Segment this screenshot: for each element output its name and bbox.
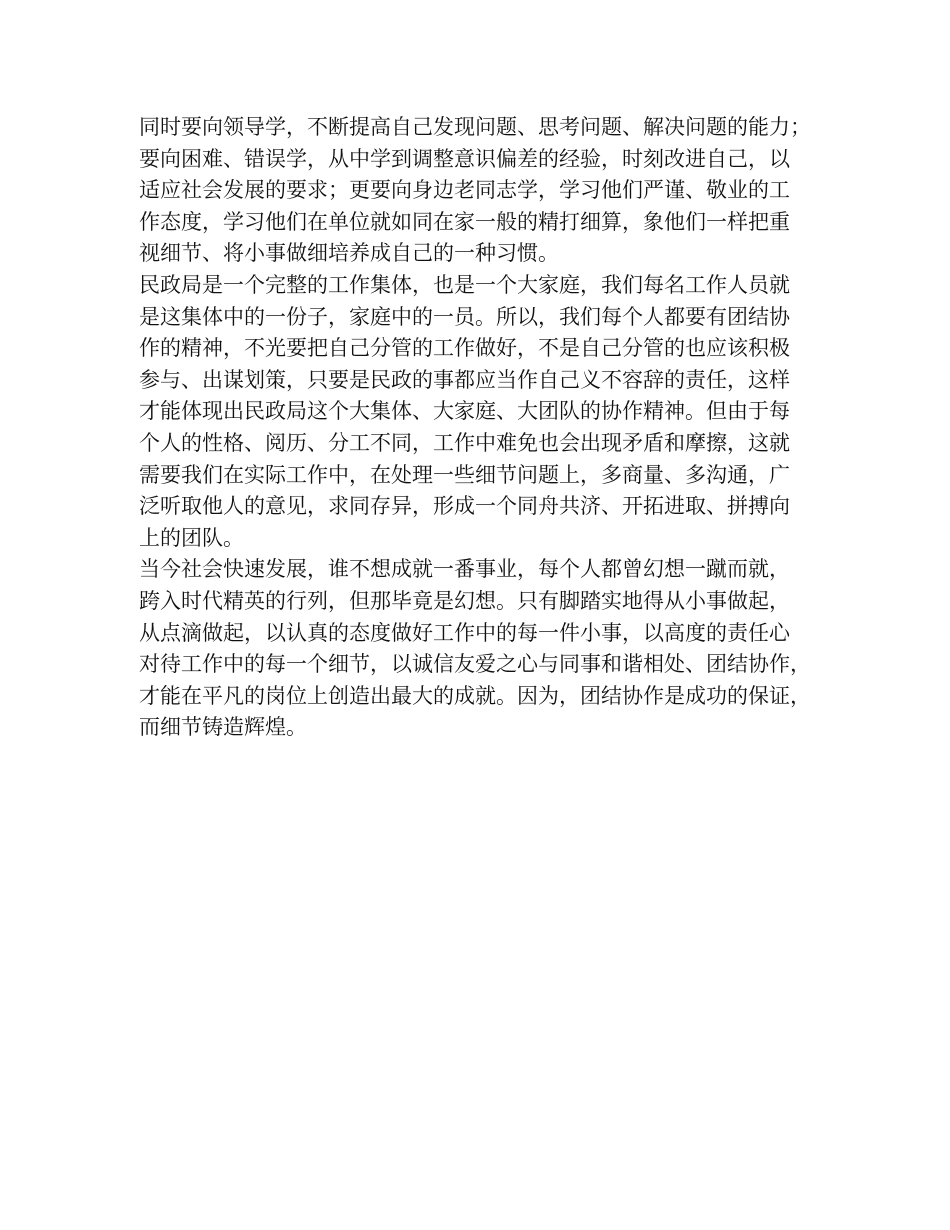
paragraph-conclusion: [139, 554, 839, 744]
text-line: 才能体现出民政局这个大集体、大家庭、大团队的协作精神。但由于每: [139, 399, 790, 424]
text-line: 才能在平凡的岗位上创造出最大的成就。因为，团结协作是成功的保证，: [139, 683, 811, 708]
text-line: 泛听取他人的意见，求同存异，形成一个同舟共济、开拓进取、拼搏向: [139, 494, 790, 519]
text-line: 个人的性格、阅历、分工不同，工作中难免也会出现矛盾和摩擦，这就: [139, 430, 790, 455]
text-line: 视细节、将小事做细培养成自己的一种习惯。: [139, 241, 559, 266]
text-line: 跨入时代精英的行列，但那毕竟是幻想。只有脚踏实地得从小事做起，: [139, 588, 790, 613]
text-line: 同时要向领导学，不断提高自己发现问题、思考问题、解决问题的能力；: [139, 115, 811, 139]
text-line: 对待工作中的每一个细节，以诚信友爱之心与同事和谐相处、团结协作，: [139, 652, 811, 677]
paragraph-learning: [139, 112, 839, 270]
text-line: 需要我们在实际工作中，在处理一些细节问题上，多商量、多沟通，广: [139, 462, 790, 487]
text-line: 而细节铸造辉煌。: [139, 715, 307, 740]
text-line: 是这集体中的一份子，家庭中的一员。所以，我们每个人都要有团结协: [139, 304, 790, 329]
text-line: 民政局是一个完整的工作集体，也是一个大家庭，我们每名工作人员就: [139, 272, 790, 297]
paragraph-teamwork: [139, 270, 839, 554]
text-line: 作的精神，不光要把自己分管的工作做好，不是自己分管的也应该积极: [139, 336, 790, 361]
text-line: 上的团队。: [139, 525, 244, 550]
document-body: [139, 112, 839, 744]
text-line: 作态度，学习他们在单位就如同在家一般的精打细算，象他们一样把重: [139, 209, 790, 234]
text-line: 适应社会发展的要求；更要向身边老同志学，学习他们严谨、敬业的工: [139, 178, 790, 203]
text-line: 从点滴做起，以认真的态度做好工作中的每一件小事，以高度的责任心: [139, 620, 790, 645]
text-line: 要向困难、错误学，从中学到调整意识偏差的经验，时刻改进自己，以: [139, 146, 790, 171]
text-line: 当今社会快速发展，谁不想成就一番事业，每个人都曾幻想一蹴而就，: [139, 557, 790, 582]
text-line: 参与、出谋划策，只要是民政的事都应当作自己义不容辞的责任，这样: [139, 367, 790, 392]
